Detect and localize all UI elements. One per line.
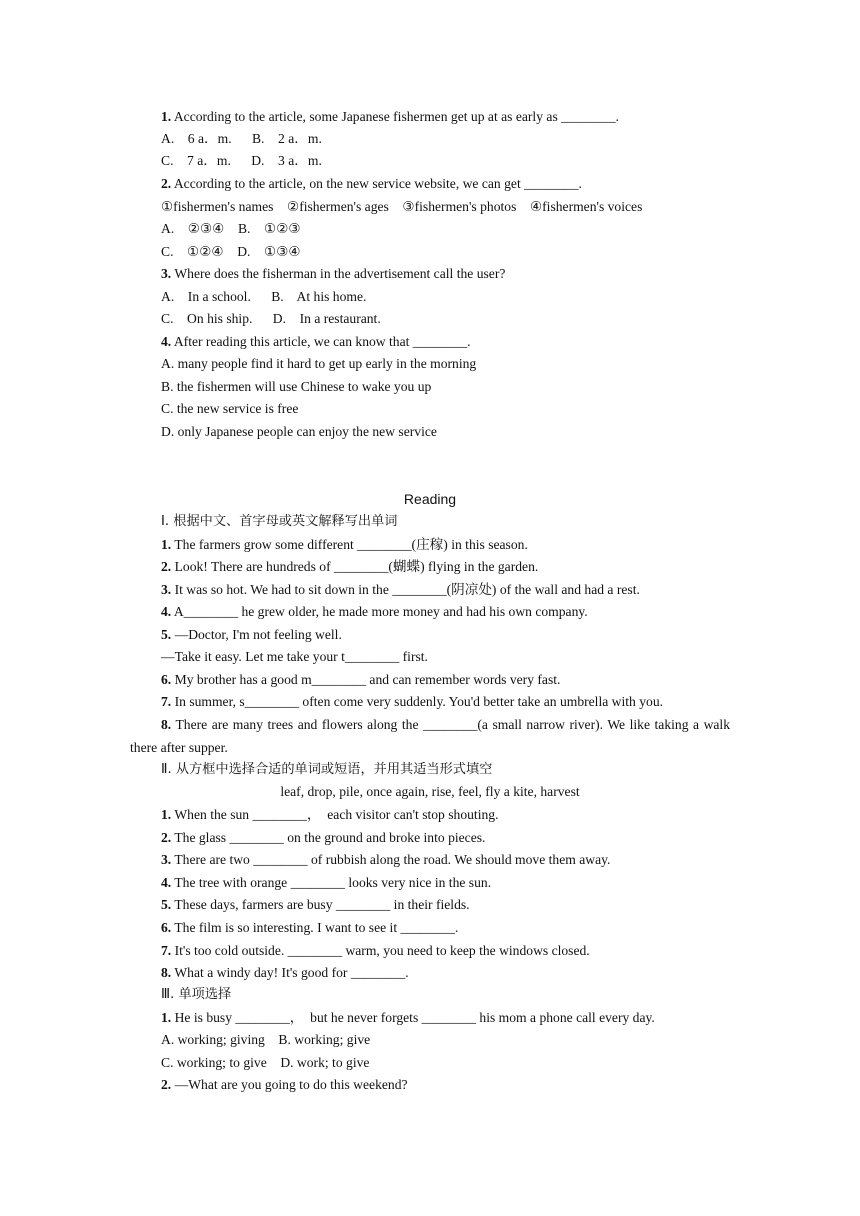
item-number: 5. <box>161 627 172 642</box>
question-3-options-ab: A. In a school. B. At his home. <box>161 289 367 304</box>
item-number: 1. <box>161 537 172 552</box>
fill-item <box>161 962 409 985</box>
item-number: 8. <box>161 717 172 732</box>
word-box: leaf, drop, pile, once again, rise, feel, fly a kite, harvest <box>280 784 580 799</box>
question-2-options-ab: A. ②③④ B. ①②③ <box>161 221 301 236</box>
item-number: 7. <box>161 943 172 958</box>
item-number: 3. <box>161 852 172 867</box>
question-2 <box>161 173 582 196</box>
item-number: 3. <box>161 582 172 597</box>
vocab-item <box>161 691 663 714</box>
item-text: He is busy ________， but he never forgets ________ his mom a phone call every day. <box>171 1010 655 1025</box>
question-number: 1. <box>161 109 172 124</box>
fill-item <box>161 872 491 895</box>
question-number: 2. <box>161 176 172 191</box>
item-text: Look! There are hundreds of ________(蝴蝶) flying in the garden. <box>171 559 539 574</box>
item-text: A________ he grew older, he made more money and had his own company. <box>171 604 588 619</box>
section-title: Reading <box>403 491 457 507</box>
item-text: What a windy day! It's good for ________. <box>171 965 409 980</box>
item-number: 8. <box>161 965 172 980</box>
item-text: The film is so interesting. I want to see it ________. <box>171 920 459 935</box>
section-1-heading: Ⅰ. 根据中文、首字母或英文解释写出单词 <box>161 514 398 529</box>
question-number: 4. <box>161 334 172 349</box>
item-text: The farmers grow some different ________(庄稼) in this season. <box>171 537 528 552</box>
question-4-option-a: A. many people find it hard to get up early in the morning <box>161 356 477 371</box>
question-4-option-c: C. the new service is free <box>161 401 299 416</box>
question-4-option-b: B. the fishermen will use Chinese to wake you up <box>161 379 432 394</box>
item-text: My brother has a good m________ and can remember words very fast. <box>171 672 561 687</box>
vocab-item <box>161 534 528 557</box>
item-number: 2. <box>161 559 172 574</box>
item-text: —Doctor, I'm not feeling well. <box>171 627 342 642</box>
fill-item <box>161 940 590 963</box>
item-number: 2. <box>161 830 172 845</box>
question-1-options-cd: C. 7 a．m. D. 3 a．m. <box>161 153 322 168</box>
choice-question-1-options-ab: A. working; giving B. working; give <box>161 1032 371 1047</box>
item-number: 6. <box>161 920 172 935</box>
vocab-item <box>161 669 560 692</box>
fill-item <box>161 849 610 872</box>
fill-item <box>161 894 470 917</box>
question-1 <box>161 106 619 129</box>
question-text: According to the article, on the new service website, we can get ________. <box>171 176 582 191</box>
item-number: 5. <box>161 897 172 912</box>
item-text: The tree with orange ________ looks very nice in the sun. <box>171 875 492 890</box>
question-1-options-ab: A. 6 a．m. B. 2 a．m. <box>161 131 322 146</box>
question-4 <box>161 331 471 354</box>
item-text: These days, farmers are busy ________ in their fields. <box>171 897 470 912</box>
question-3-options-cd: C. On his ship. D. In a restaurant. <box>161 311 381 326</box>
question-text: Where does the fisherman in the advertisement call the user? <box>171 266 506 281</box>
question-2-options-cd: C. ①②④ D. ①③④ <box>161 244 301 259</box>
item-text: In summer, s________ often come very suddenly. You'd better take an umbrella with you. <box>171 694 664 709</box>
choice-question-2 <box>161 1074 408 1097</box>
vocab-item <box>161 579 640 602</box>
item-text: —What are you going to do this weekend? <box>171 1077 408 1092</box>
section-3-heading: Ⅲ. 单项选择 <box>161 987 232 1002</box>
vocab-item <box>130 714 730 759</box>
item-number: 6. <box>161 672 172 687</box>
choice-question-1 <box>161 1007 655 1030</box>
item-number: 7. <box>161 694 172 709</box>
item-number: 1. <box>161 807 172 822</box>
question-2-items: ①fishermen's names ②fishermen's ages ③fishermen's photos ④fishermen's voices <box>161 199 643 214</box>
fill-item <box>161 804 498 827</box>
question-text: After reading this article, we can know that ________. <box>171 334 471 349</box>
item-number: 2. <box>161 1077 172 1092</box>
item-number: 4. <box>161 604 172 619</box>
item-number: 4. <box>161 875 172 890</box>
vocab-item <box>161 601 588 624</box>
item-text: It's too cold outside. ________ warm, you need to keep the windows closed. <box>171 943 590 958</box>
vocab-item <box>161 556 538 579</box>
question-number: 3. <box>161 266 172 281</box>
item-text: There are two ________ of rubbish along the road. We should move them away. <box>171 852 611 867</box>
item-number: 1. <box>161 1010 172 1025</box>
question-4-option-d: D. only Japanese people can enjoy the new service <box>161 424 437 439</box>
vocab-item-reply: —Take it easy. Let me take your t________ first. <box>161 649 428 664</box>
choice-question-1-options-cd: C. working; to give D. work; to give <box>161 1055 370 1070</box>
item-text: There are many trees and flowers along the ________(a small narrow river). We like taking a walk there after supper. <box>130 717 730 755</box>
item-text: When the sun ________， each visitor can't stop shouting. <box>171 807 499 822</box>
fill-item <box>161 917 458 940</box>
item-text: It was so hot. We had to sit down in the ________(阴凉处) of the wall and had a rest. <box>171 582 640 597</box>
question-text: According to the article, some Japanese fishermen get up at as early as ________. <box>171 109 619 124</box>
section-2-heading: Ⅱ. 从方框中选择合适的单词或短语，并用其适当形式填空 <box>161 762 493 777</box>
vocab-item <box>161 624 342 647</box>
item-text: The glass ________ on the ground and broke into pieces. <box>171 830 486 845</box>
question-3 <box>161 263 505 286</box>
fill-item <box>161 827 485 850</box>
